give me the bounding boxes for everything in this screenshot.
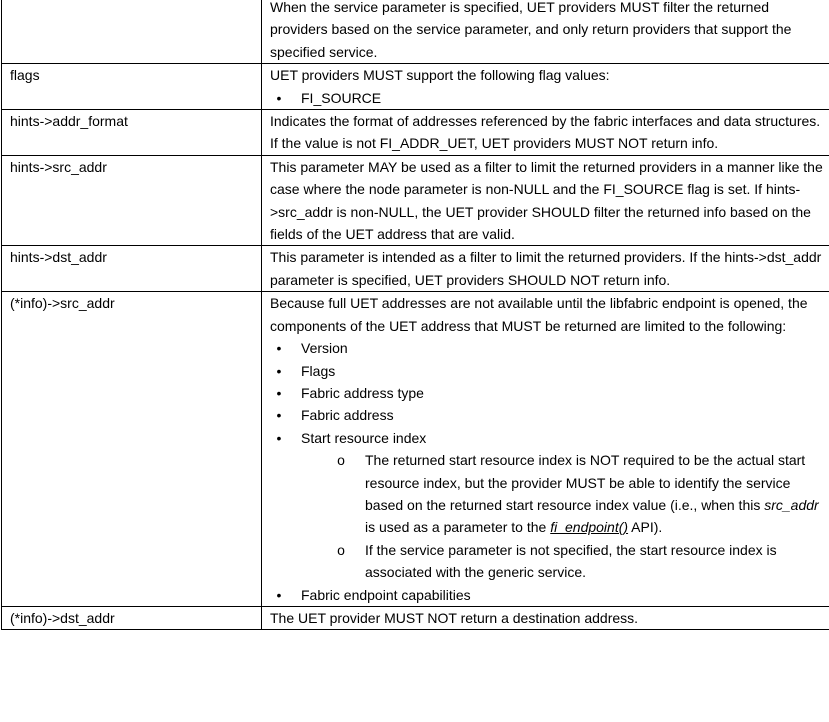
param-cell [2, 0, 262, 64]
bullet-icon: • [276, 340, 282, 357]
param-description: This parameter MAY be used as a filter to limit the returned providers in a manner like the case where the node parameter is non-NULL and the FI_SOURCE flag is set. If hints->src_addr is non-NULL, the UET provider SHOULD filter the returned info based on the fields of the UET address that are valid. [270, 158, 823, 243]
list-item [270, 584, 827, 606]
list-item [270, 87, 827, 109]
param-description: UET providers MUST support the following flag values: [270, 67, 610, 84]
table-row [2, 0, 829, 64]
desc-cell [262, 0, 829, 64]
sub-item-text: is used as a parameter to the [365, 519, 551, 536]
param-name: hints->addr_format [10, 113, 128, 130]
table-row [2, 155, 829, 246]
table-row [2, 606, 829, 629]
sub-item-text: API). [628, 519, 663, 536]
sub-list-item [270, 539, 827, 584]
bullet-icon: • [276, 362, 282, 379]
list-item-text: Version [301, 340, 348, 357]
table-row [2, 246, 829, 292]
sub-list-item [270, 449, 827, 539]
desc-cell [262, 64, 829, 110]
circle-bullet-icon: o [337, 541, 345, 558]
bullet-list [270, 87, 827, 109]
param-cell [2, 292, 262, 607]
param-cell [2, 155, 262, 246]
bullet-list [270, 337, 827, 606]
table-row [2, 64, 829, 110]
desc-cell [262, 110, 829, 156]
bullet-icon: • [276, 429, 282, 446]
param-description: When the service parameter is specified, UET providers MUST filter the returned providers based on the service parameter, and only return providers that support the specified service. [270, 0, 792, 60]
param-description: The UET provider MUST NOT return a destination address. [270, 609, 639, 626]
param-description: Because full UET addresses are not available until the libfabric endpoint is opened, the components of the UET address that MUST be returned are limited to the following: [270, 295, 808, 334]
param-name: hints->src_addr [10, 158, 107, 175]
list-item-text: Fabric address type [301, 384, 424, 401]
list-item-text: Flags [301, 362, 336, 379]
desc-cell [262, 292, 829, 607]
param-name: (*info)->src_addr [10, 295, 115, 312]
sub-item-text: The returned start resource index is NOT required to be the actual start resource index, but the provider MUST be able to identify the service based on the returned start resource index value (i.e., when this [365, 452, 806, 513]
list-item [270, 337, 827, 359]
table-row [2, 292, 829, 607]
src-addr-term: src_addr [764, 496, 819, 513]
sub-bullet-list [270, 449, 827, 583]
bullet-icon: • [276, 384, 282, 401]
list-item [270, 427, 827, 584]
param-description: Indicates the format of addresses referenced by the fabric interfaces and data structures. If the value is not FI_ADDR_UET, UET providers MUST NOT return info. [270, 113, 821, 152]
param-cell [2, 246, 262, 292]
param-cell [2, 606, 262, 629]
list-item-text: FI_SOURCE [301, 89, 382, 106]
list-item-text: Fabric endpoint capabilities [301, 586, 471, 603]
list-item [270, 360, 827, 382]
sub-item-text: If the service parameter is not specified, the start resource index is associated with the generic service. [365, 541, 777, 581]
parameter-table [1, 0, 829, 630]
param-name: (*info)->dst_addr [10, 609, 115, 626]
param-cell [2, 110, 262, 156]
fi-endpoint-term: fi_endpoint() [550, 519, 629, 536]
desc-cell [262, 155, 829, 246]
param-description: This parameter is intended as a filter to limit the returned providers. If the hints->dst_addr parameter is specified, UET providers SHOULD NOT return info. [270, 249, 822, 288]
desc-cell [262, 606, 829, 629]
circle-bullet-icon: o [337, 452, 345, 469]
table-row [2, 110, 829, 156]
bullet-icon: • [276, 407, 282, 424]
bullet-icon: • [276, 89, 282, 106]
param-cell [2, 64, 262, 110]
list-item-text: Start resource index [301, 429, 427, 446]
list-item [270, 404, 827, 426]
param-name: hints->dst_addr [10, 249, 107, 266]
bullet-icon: • [276, 586, 282, 603]
param-name: flags [10, 67, 40, 84]
desc-cell [262, 246, 829, 292]
list-item [270, 382, 827, 404]
list-item-text: Fabric address [301, 407, 394, 424]
